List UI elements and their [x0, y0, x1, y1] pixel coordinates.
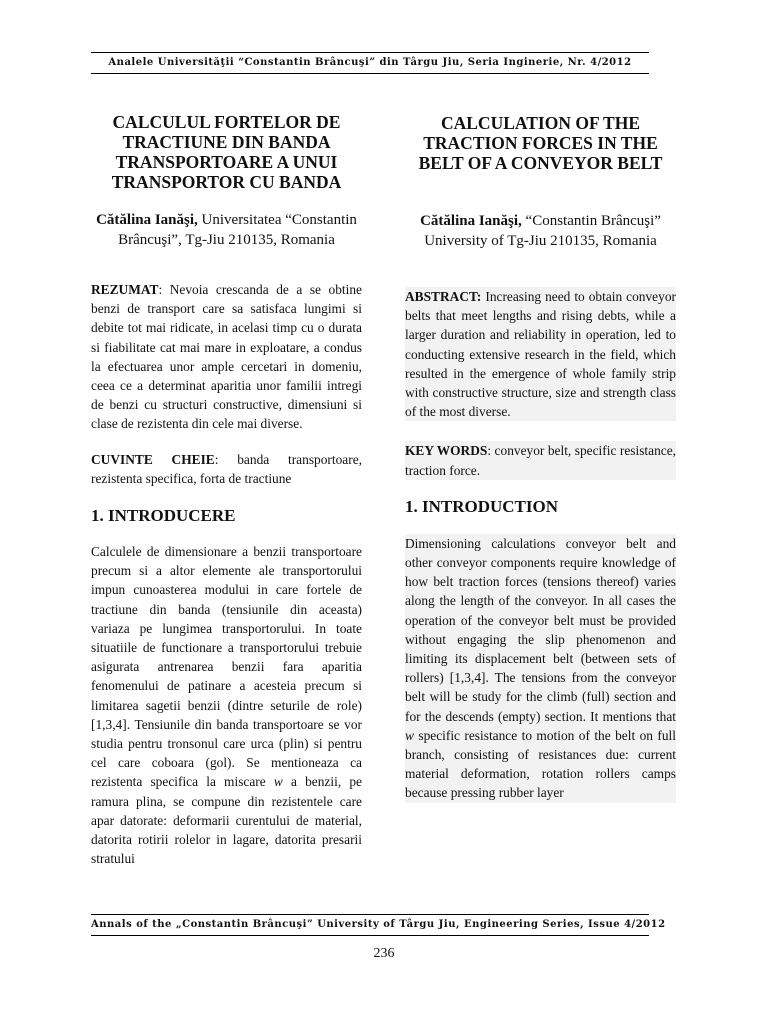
romanian-abstract: [91, 280, 362, 434]
romanian-authors: [91, 210, 362, 250]
english-section-heading: 1. INTRODUCTION: [405, 496, 559, 516]
author-name: Cătălina Ianăşi,: [420, 213, 522, 229]
keywords-text: : conveyor belt, specific resistance, traction force.: [405, 443, 676, 478]
abstract-label: ABSTRACT:: [405, 289, 482, 304]
romanian-keywords: [91, 450, 362, 488]
header-rule-top: [91, 52, 649, 53]
right-column: [405, 110, 676, 803]
footer-rule-bottom: [91, 935, 649, 936]
abstract-text: Increasing need to obtain conveyor belts that meet lengths and rising debts, while a larger duration and reliability in operation, led to conducting extensive research in the field, which resulted in the emergence of whole family strip with constructive structure, size and strength class of the most diverse.: [405, 289, 676, 420]
english-keywords: [405, 441, 676, 479]
english-body-text: [405, 534, 676, 803]
keywords-label: KEY WORDS: [405, 443, 488, 459]
author-name: Cătălina Ianăşi,: [96, 212, 198, 228]
header-rule-bottom: [91, 73, 649, 74]
english-abstract: [405, 287, 676, 421]
body-text-part-1: Calculele de dimensionare a benzii transportoare precum si a altor elemente ale transportorului impun cunoasterea modului in care fortele de tractiune din banda (tensiunile din aceasta) variaza pe lungimea transportorului. In toate situatiile de functionare a transportorului trebuie asigurata antrenarea benzii fara aparitia fenomenului de patinare a acesteia precum si limitarea sagetii benzii (dintre seturile de role) [1,3,4]. Tensiunile din banda transportoare se vor studia pentru tronsonul care urca (plin) si pentru cel care coboara (gol). Se mentioneaza ca rezistenta specifica la miscare: [91, 544, 362, 790]
english-authors: [405, 211, 676, 251]
body-text-part-2: a benzii, pe ramura plina, se compune din rezistentele care apar datorate: deformarii curentului de material, datorita rotirii rolelor in lagare, datorita presarii stratului: [91, 774, 362, 867]
left-column: [91, 110, 362, 868]
abstract-label: REZUMAT: [91, 282, 159, 297]
running-head: Analele Universităţii “Constantin Brâncuşi” din Târgu Jiu, Seria Inginerie, Nr. 4/2012: [108, 57, 632, 68]
body-variable-w: w: [273, 774, 283, 790]
page-number: 236: [373, 946, 395, 961]
running-foot: Annals of the „Constantin Brâncuşi” University of Târgu Jiu, Engineering Series, Issue 4/2012: [91, 919, 666, 930]
english-title: CALCULATION OF THE TRACTION FORCES IN THE BELT OF A CONVEYOR BELT: [418, 113, 663, 173]
romanian-title: CALCULUL FORTELOR DE TRACTIUNE DIN BANDA TRANSPORTOARE A UNUI TRANSPORTOR CU BANDA: [111, 112, 342, 192]
romanian-body-text: [91, 542, 362, 868]
body-text-part-2: specific resistance to motion of the belt on full branch, consisting of resistances due: current material deformation, rotation rollers camps because pressing rubber layer: [405, 727, 676, 801]
author-affiliation: Universitatea “Constantin Brâncuşi”, Tg-Jiu 210135, Romania: [118, 212, 357, 248]
keywords-label: CUVINTE CHEIE: [91, 451, 215, 467]
author-affiliation: “Constantin Brâncuşi” University of Tg-Jiu 210135, Romania: [424, 213, 661, 249]
romanian-section-heading: 1. INTRODUCERE: [91, 506, 236, 526]
body-text-part-1: Dimensioning calculations conveyor belt and other conveyor components require knowledge of how belt traction forces (tensions thereof) varies along the length of the conveyor. In all cases the operation of the conveyor belt must be provided without engaging the slip phenomenon and limiting its displacement belt (between sets of rollers) [1,3,4]. The tensions from the conveyor belt will be study for the climb (full) section and for the descends (empty) section. It mentions that: [405, 535, 676, 724]
abstract-text: : Nevoia crescanda de a se obtine benzi de transport care sa satisfaca lungimi si debite tot mai ridicate, in acelasi timp cu o durata si fiabilitate cat mai mare in exploatare, a condus la efectuarea unor ample cercetari in domeniu, ceea ce a determinat aparitia unor familii intregi de benzi cu structuri constructive, dimensiuni si clase de rezistenta din cele mai diverse.: [91, 282, 362, 432]
body-variable-w: w: [405, 727, 414, 743]
keywords-text: : banda transportoare, rezistenta specifica, forta de tractiune: [91, 451, 362, 486]
footer-rule-top: [91, 914, 649, 915]
